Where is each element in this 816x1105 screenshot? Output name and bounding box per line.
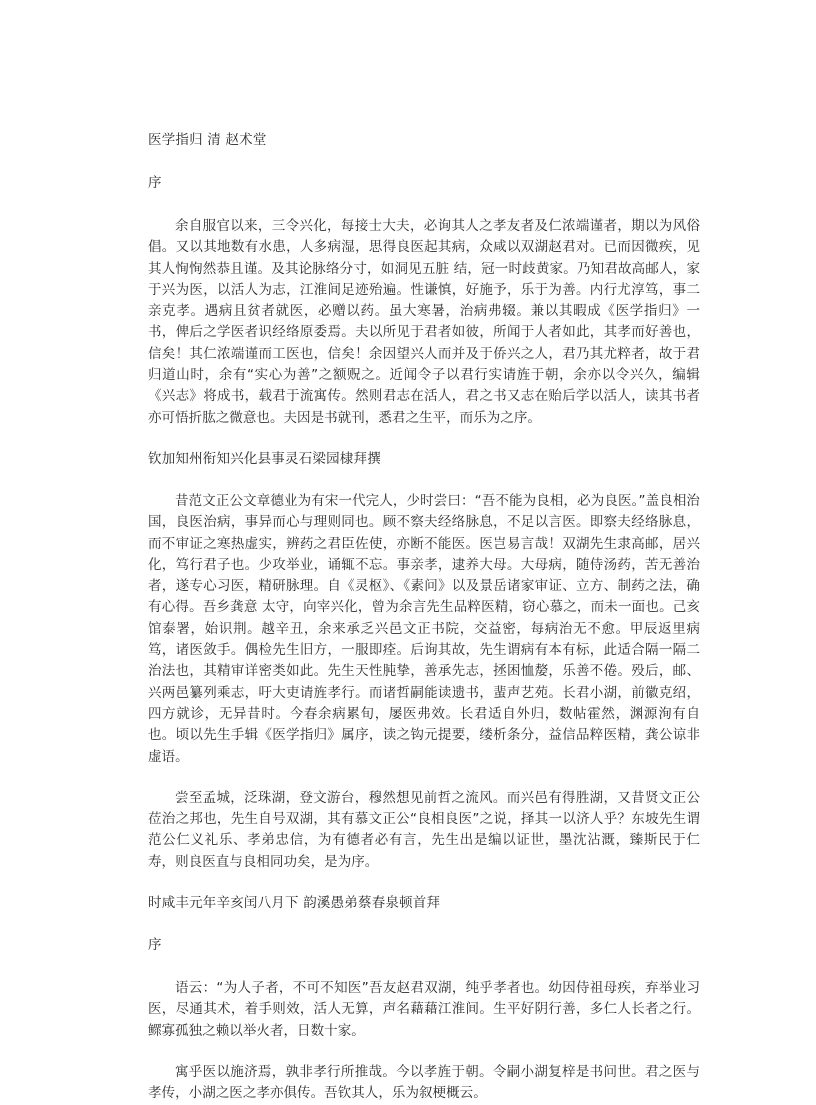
- preface-2-body: 昔范文正公文章德业为有宋一代完人，少时尝曰：“吾不能为良相，必为良医。”盖良相治国，良医治病，事异而心与理则同也。顾不察夫经络脉息，不足以言医。即察夫经络脉息，而不审证之寒热虚实，辨药之君臣佐使，亦断不能医。医岂易言哉！双湖先生隶高邮，居兴化，笃行君子也。少攻举业，诵辄不忘。事亲孝，逮养大母。大母病，随侍汤药，苦无善治者，遂专心习医，精研脉理。自《灵枢》、《素问》以及景岳诸家审证、立方、制药之法，确有心得。吾乡龚意 太守，向宰兴化，曾为余言先生品粹医精，窃心慕之，而未一面也。己亥馆泰署，始识荆。越辛丑，余来承乏兴邑文正书院，交益密，每病治无不愈。甲辰返里病笃，诸医敛手。偶检先生旧方，一服即痊。后询其故，先生谓病有本有标，此适合隔一隔二治法也，其精审详密类如此。先生天性肫挚，善承先志，拯困恤嫠，乐善不倦。殁后，邮、兴两邑纂列乘志，吁大吏请旌孝行。而诸哲嗣能读遗书，蜚声艺苑。长君小湖，前徽克绍，四方就诊，无异昔时。今春余病累旬，屡医弗效。长君适自外归，数帖霍然，渊源洵有自也。顷以先生手辑《医学指归》属序，读之钩元提要，缕析条分，益信品粹医精，龚公谅非虚语。: [148, 492, 700, 765]
- preface-heading-2: 序: [148, 937, 162, 954]
- preface-2-signature: 时咸丰元年辛亥闰八月下 韵溪愚弟蔡春泉顿首拜: [148, 895, 441, 912]
- document-title: 医学指归 清 赵术堂: [148, 132, 267, 148]
- preface-1-body: 余自服官以来，三令兴化，每接士大夫，必询其人之孝友者及仁浓端谨者，期以为风俗倡。又以其地数有水患，人多病湿，思得良医起其病，众咸以双湖赵君对。已而因微疾，见其人恂恂然恭且谨。及其论脉络分寸，如洞见五脏 结，冠一时歧黄家。乃知君故高邮人，家于兴为医，以活人为志，江淮间足迹殆遍。性谦慎，好施予，乐于为善。内行尤淳笃，事二亲克孝。遇病且贫者就医，必赠以药。虽大寒暑，治病弗辍。兼以其暇成《医学指归》一书，俾后之学医者识经络原委焉。夫以所见于君者如彼，所闻于人者如此，其孝而好善也，信矣！其仁浓端谨而工医也，信矣！余因望兴人而并及于侨兴之人，君乃其尤粹者，故于君归道山时，余有“实心为善”之额贶之。近闻令子以君行实请旌于朝，余亦以令兴久，编辑《兴志》将成书，载君于流寓传。然则君志在活人，君之书又志在贻后学以活人，读其书者亦可悟折肱之微意也。夫因是书就刊，悉君之生平，而乐为之序。: [148, 218, 700, 426]
- preface-heading-1: 序: [148, 175, 162, 191]
- preface-3-body-continued: 寓乎医以施济焉，孰非孝行所推哉。今以孝旌于朝。令嗣小湖复梓是书问世。君之医与孝传，小湖之医之孝亦俱传。吾钦其人，乐为叙梗概云。: [148, 1063, 700, 1102]
- preface-1-signature: 钦加知州衔知兴化县事灵石梁园棣拜撰: [148, 450, 381, 467]
- preface-3-body: 语云：“为人子者，不可不知医”吾友赵君双湖，纯乎孝者也。幼因侍祖母疾，弃举业习医，尽通其术，着手则效，活人无算，声名藉藉江淮间。生平好阴行善，多仁人长者之行。鳏寡孤独之赖以举火者，日数十家。: [148, 980, 700, 1039]
- document-body: [148, 173, 700, 1105]
- preface-2-body-continued: 尝至孟城，泛珠湖，登文游台，穆然想见前哲之流风。而兴邑有得胜湖，又昔贤文正公莅治之邦也，先生自号双湖，其有慕文正公“良相良医”之说，择其一以济人乎？东坡先生谓范公仁义礼乐、孝弟忠信，为有德者必有言，先生出是编以证世，墨沈沾溉，臻斯民于仁寿，则良医直与良相同功矣，是为序。: [148, 789, 700, 870]
